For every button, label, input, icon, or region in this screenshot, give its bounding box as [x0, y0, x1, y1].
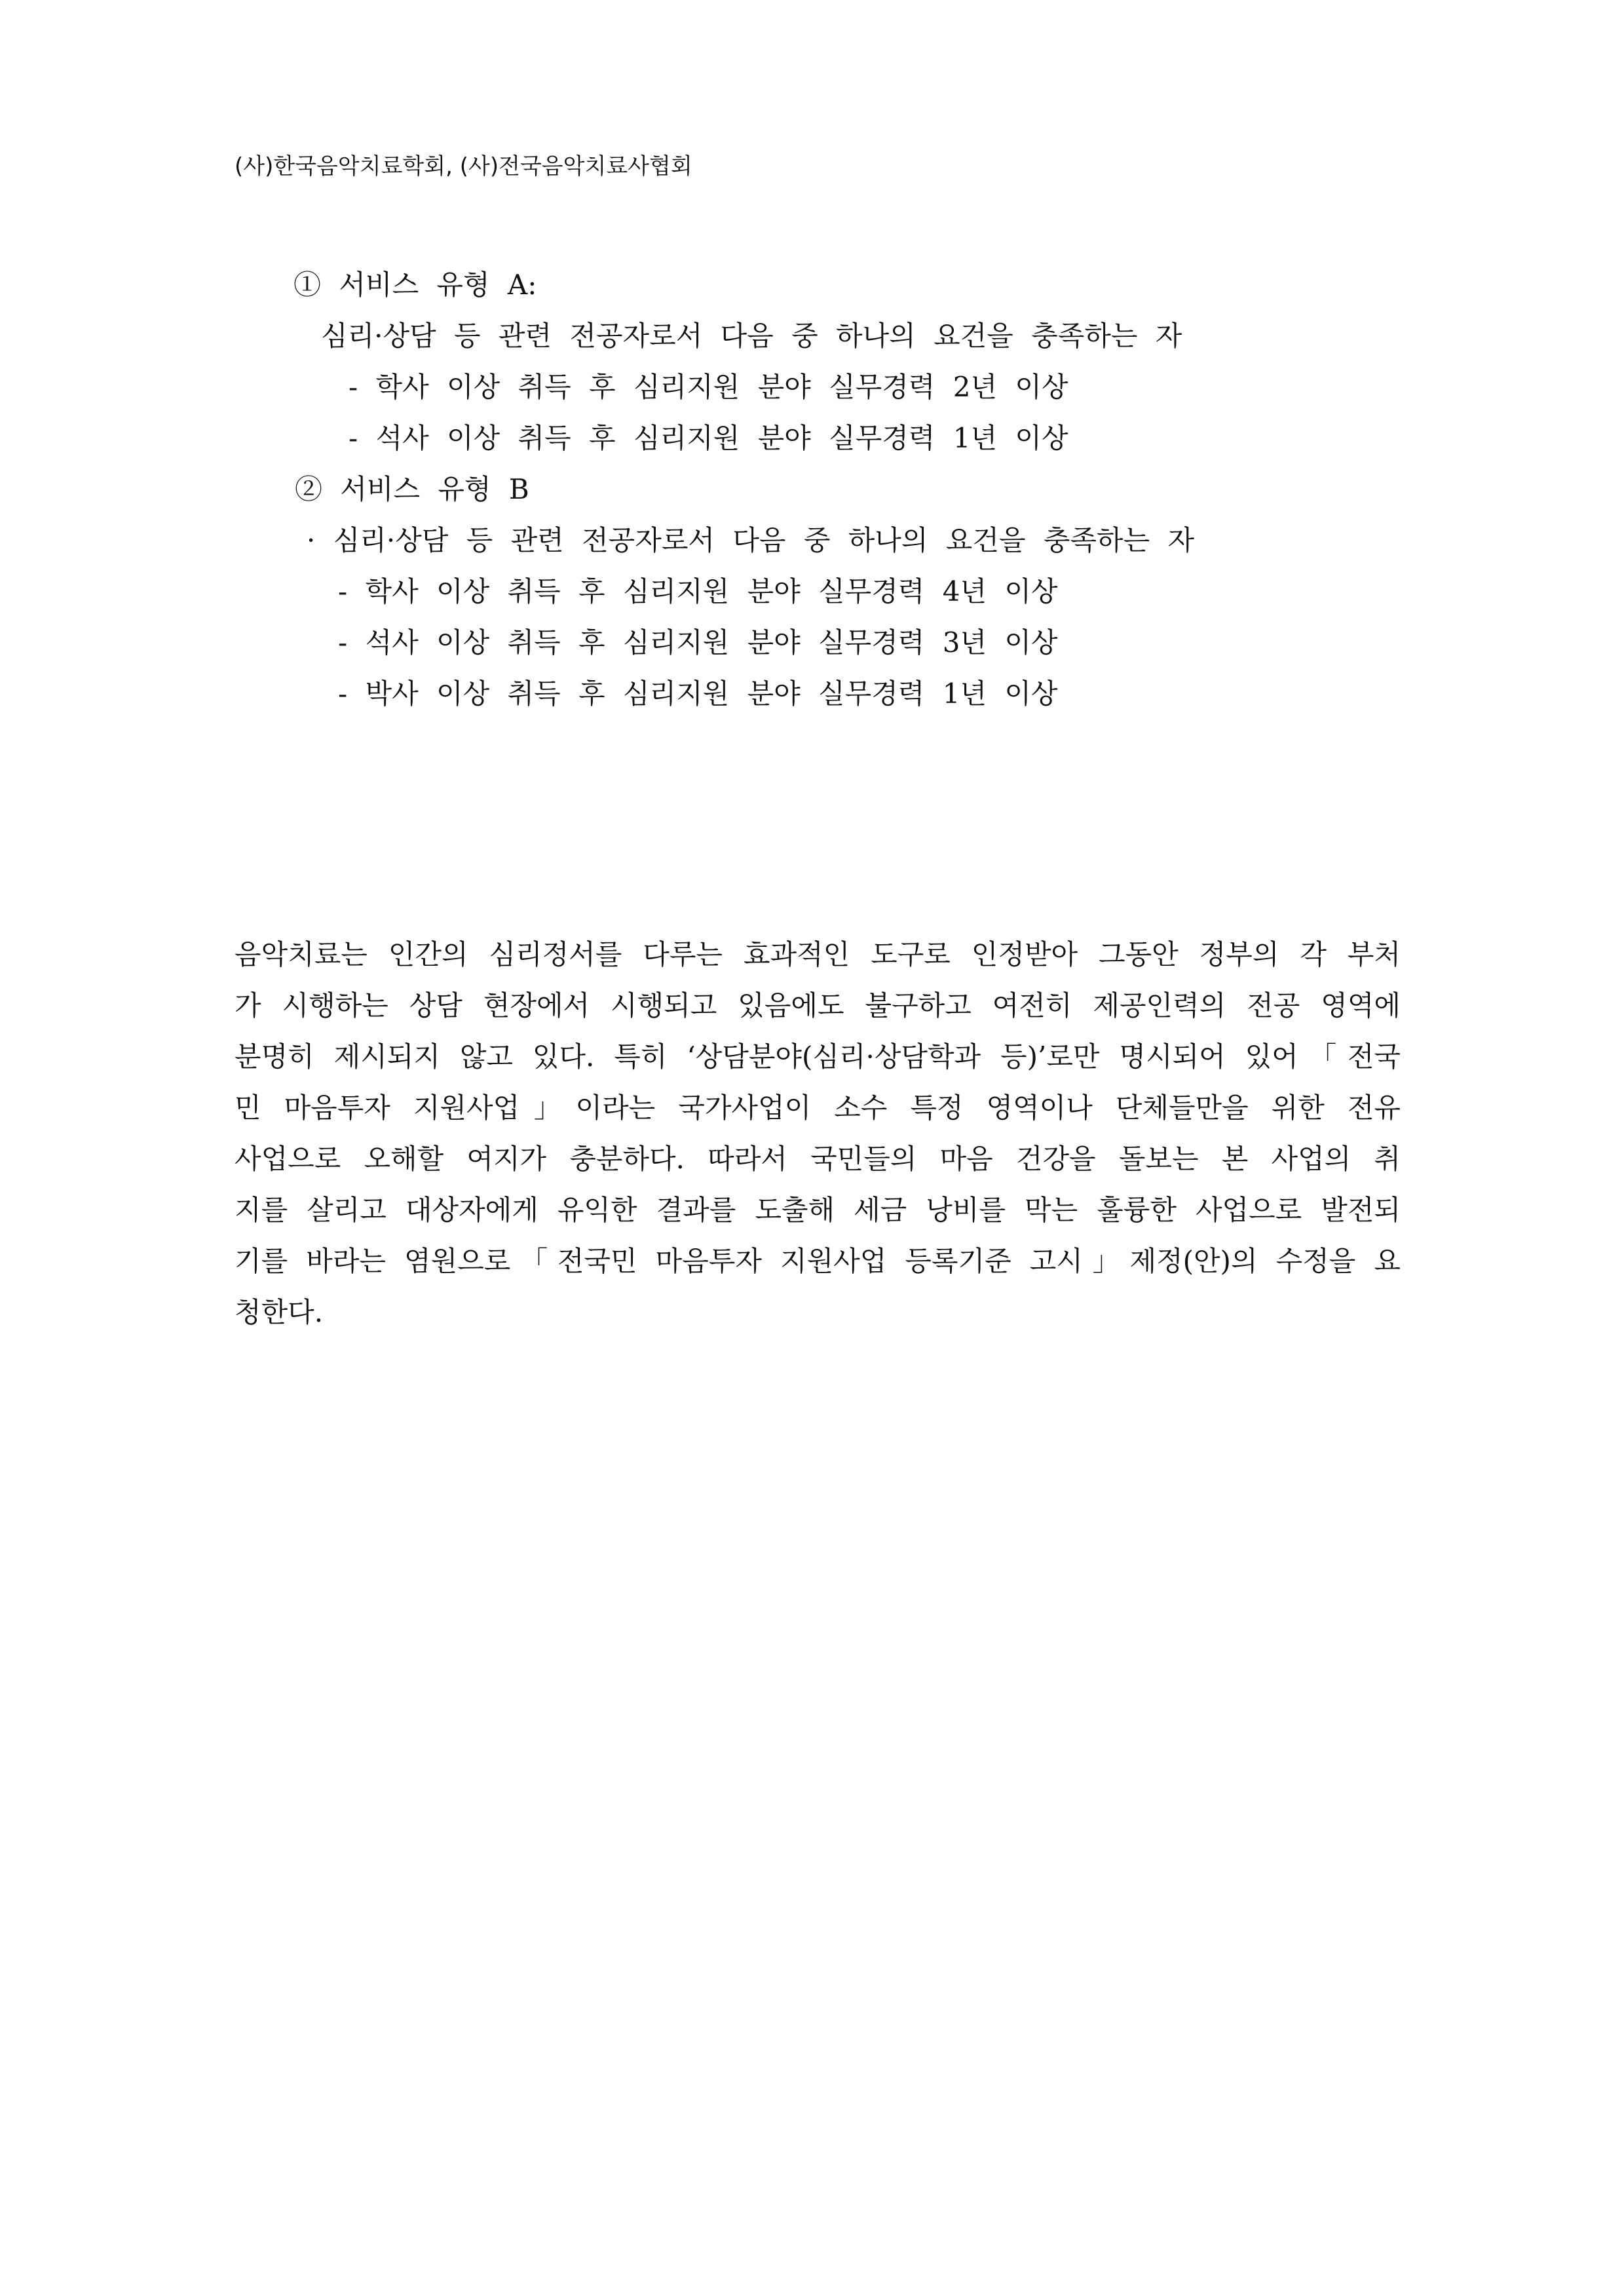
body-line: 가 시행하는 상담 현장에서 시행되고 있음에도 불구하고 여전히 제공인력의 전공 영역에 [235, 989, 1401, 1022]
service-type-a-description: 심리·상담 등 관련 전공자로서 다음 중 하나의 요건을 충족하는 자 [321, 320, 1182, 352]
service-type-a-item: - 학사 이상 취득 후 심리지원 분야 실무경력 2년 이상 [349, 371, 1068, 403]
body-line: 음악치료는 인간의 심리정서를 다루는 효과적인 도구로 인정받아 그동안 정부의 각 부처 [235, 938, 1401, 970]
service-type-b-item: - 학사 이상 취득 후 심리지원 분야 실무경력 4년 이상 [338, 575, 1058, 607]
service-type-b-item: - 박사 이상 취득 후 심리지원 분야 실무경력 1년 이상 [338, 678, 1058, 710]
service-type-a-item: - 석사 이상 취득 후 심리지원 분야 실무경력 1년 이상 [349, 422, 1068, 454]
header-organizations: (사)한국음악치료학회, (사)전국음악치료사협회 [235, 153, 692, 180]
service-type-b-item: - 석사 이상 취득 후 심리지원 분야 실무경력 3년 이상 [338, 626, 1058, 659]
service-type-b-description: · 심리·상담 등 관련 전공자로서 다음 중 하나의 요건을 충족하는 자 [307, 524, 1195, 556]
service-type-b-title: ② 서비스 유형 B [295, 473, 529, 505]
body-line: 사업으로 오해할 여지가 충분하다. 따라서 국민들의 마음 건강을 돌보는 본 사업의 취 [235, 1143, 1401, 1175]
body-paragraph [235, 929, 1401, 1338]
service-type-a-title: ① 서비스 유형 A: [293, 269, 537, 301]
body-line: 분명히 제시되지 않고 있다. 특히 ‘상담분야(심리·상담학과 등)’로만 명시되어 있어「전국 [235, 1041, 1401, 1073]
body-line: 청한다. [235, 1296, 324, 1328]
body-line: 민 마음투자 지원사업」이라는 국가사업이 소수 특정 영역이나 단체들만을 위한 전유 [235, 1092, 1401, 1124]
body-line: 기를 바라는 염원으로「전국민 마음투자 지원사업 등록기준 고시」제정(안)의 수정을 요 [235, 1245, 1401, 1277]
body-line: 지를 살리고 대상자에게 유익한 결과를 도출해 세금 낭비를 막는 훌륭한 사업으로 발전되 [235, 1194, 1401, 1226]
